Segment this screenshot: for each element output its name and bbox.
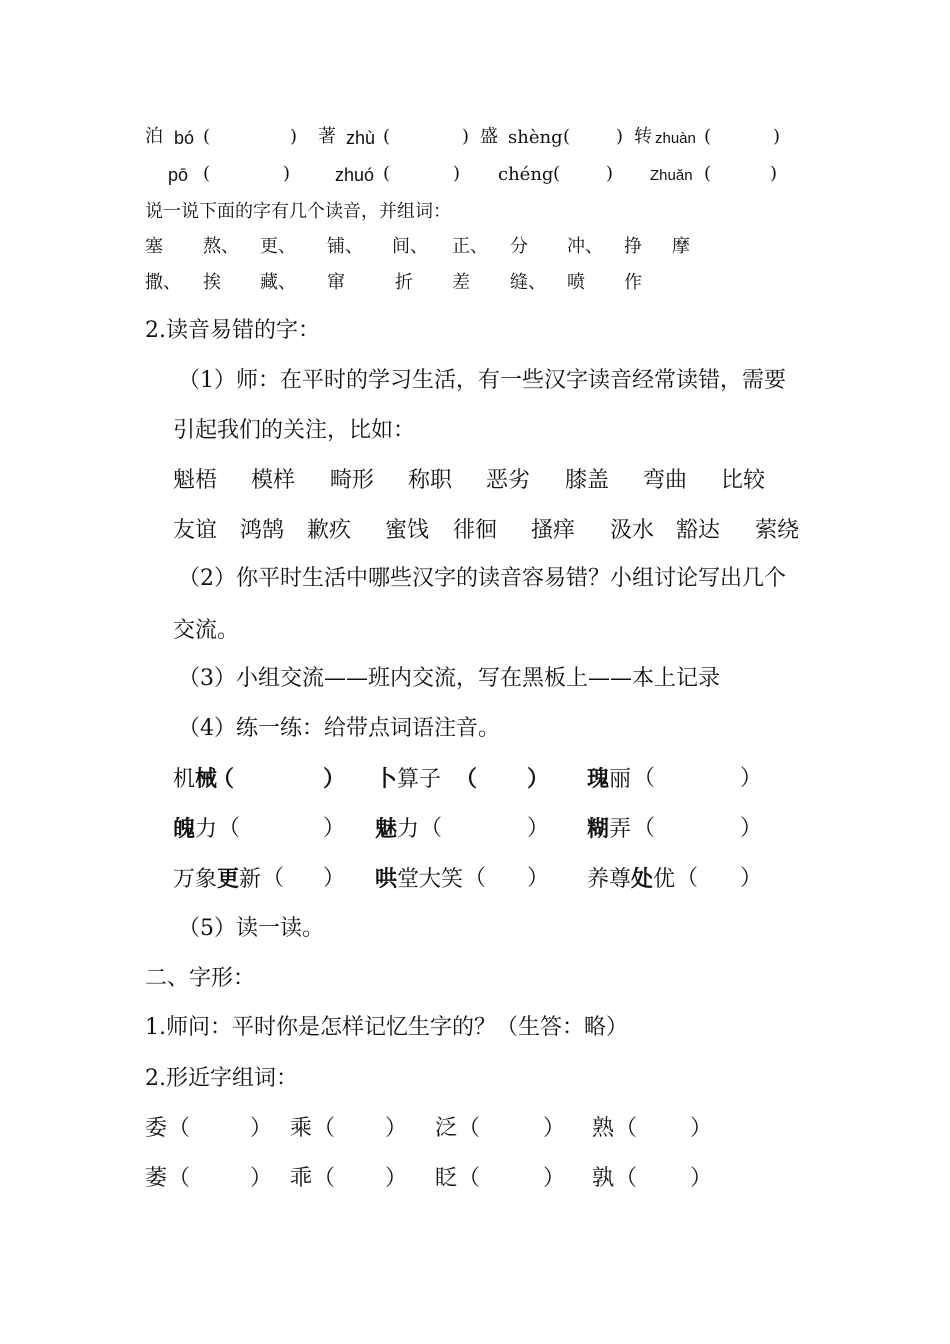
paren-close: ) xyxy=(290,126,298,147)
paren-open: ( xyxy=(203,163,211,184)
paren-open: （ xyxy=(676,866,699,891)
polyphone-char: 挨 xyxy=(203,272,221,293)
paren-close: ） xyxy=(323,816,346,841)
word: 蜜饯 xyxy=(385,518,430,543)
pinyin-row1-char-3: 盛 xyxy=(480,126,498,147)
paren-close: ） xyxy=(527,816,550,841)
word: 徘徊 xyxy=(453,518,498,543)
word: 歉疚 xyxy=(307,518,352,543)
paren-open: ( xyxy=(704,163,712,184)
pinyin-row1-char-4: 转 xyxy=(634,126,652,147)
polyphone-char: 缝、 xyxy=(510,272,546,293)
polyphone-prompt: 说一说下面的字有几个读音，并组词： xyxy=(145,201,451,222)
paren-close: ) xyxy=(606,163,614,184)
similar-char: 泛 xyxy=(435,1116,458,1141)
practice-word-3: 瑰丽 xyxy=(587,766,632,792)
item-2-line-2: 交流。 xyxy=(173,618,240,643)
pinyin-row2-pinyin-3: chéng xyxy=(498,164,554,185)
paren-open: （ xyxy=(168,1116,191,1141)
paren-open: （ xyxy=(455,766,478,792)
word: 魁梧 xyxy=(173,468,218,493)
paren-close: ） xyxy=(740,766,763,791)
item-2-line-1: （2）你平时生活中哪些汉字的读音容易错？小组讨论写出几个 xyxy=(178,566,786,591)
word: 膝盖 xyxy=(565,468,610,493)
paren-close: ） xyxy=(323,766,346,792)
paren-close: ) xyxy=(453,163,461,184)
item-3: （3）小组交流——班内交流，写在黑板上——本上记录 xyxy=(178,666,720,691)
paren-close: ） xyxy=(250,1116,273,1141)
polyphone-char: 藏、 xyxy=(260,272,296,293)
practice-word-7: 万象更新 xyxy=(173,866,262,892)
pinyin-row2-pinyin-1: pō xyxy=(168,165,189,185)
paren-close: ） xyxy=(385,1166,408,1191)
pinyin-row1-pinyin-3: shèng xyxy=(508,127,563,148)
practice-word-2: 卜算子 xyxy=(375,766,442,792)
similar-char: 孰 xyxy=(592,1166,615,1191)
paren-open: （ xyxy=(458,1166,481,1191)
part-2-question-1: 1.师问：平时你是怎样记忆生字的？（生答：略） xyxy=(145,1015,628,1040)
pinyin-row1-char-1: 泊 xyxy=(145,126,163,147)
paren-open: （ xyxy=(420,816,443,841)
item-4: （4）练一练：给带点词语注音。 xyxy=(178,716,500,741)
polyphone-char: 差 xyxy=(452,272,470,293)
paren-open: （ xyxy=(262,866,285,891)
pinyin-row2-pinyin-2: zhuó xyxy=(335,165,375,185)
paren-open: （ xyxy=(168,1166,191,1191)
paren-open: ( xyxy=(383,126,391,147)
polyphone-char: 分 xyxy=(510,236,528,257)
word: 称职 xyxy=(408,468,453,493)
polyphone-char: 撒、 xyxy=(145,272,181,293)
part-2-title: 二、字形： xyxy=(145,966,256,991)
paren-open: ( xyxy=(203,126,211,147)
pinyin-row1-char-2: 著 xyxy=(318,126,336,147)
word: 模样 xyxy=(251,468,296,493)
word: 友谊 xyxy=(173,518,218,543)
paren-open: （ xyxy=(615,1166,638,1191)
paren-open: （ xyxy=(464,866,487,891)
pinyin-row1-pinyin-1: bó xyxy=(174,128,195,148)
paren-open: （ xyxy=(615,1116,638,1141)
word: 比较 xyxy=(721,468,766,493)
similar-char: 眨 xyxy=(435,1166,458,1191)
practice-word-9: 养尊处优 xyxy=(587,866,676,892)
paren-close: ) xyxy=(462,126,470,147)
word: 汲水 xyxy=(610,518,655,543)
paren-close: ） xyxy=(527,766,550,792)
similar-char: 熟 xyxy=(592,1116,615,1141)
paren-close: ） xyxy=(690,1166,713,1191)
paren-close: ） xyxy=(690,1116,713,1141)
paren-close: ） xyxy=(543,1116,566,1141)
polyphone-char: 挣 xyxy=(624,236,642,257)
item-1-line-1: （1）师：在平时的学习生活，有一些汉字读音经常读错，需要 xyxy=(178,368,786,393)
practice-word-1: 机械 xyxy=(173,766,218,792)
word: 搔痒 xyxy=(531,518,576,543)
item-5: （5）读一读。 xyxy=(178,916,324,941)
paren-close: ） xyxy=(323,866,346,891)
polyphone-char: 铺、 xyxy=(327,236,363,257)
polyphone-char: 塞 xyxy=(145,236,163,257)
paren-open: （ xyxy=(218,816,241,841)
paren-close: ) xyxy=(283,163,291,184)
practice-word-5: 魅力 xyxy=(375,816,420,842)
similar-char: 委 xyxy=(145,1116,168,1141)
paren-open: （ xyxy=(633,766,656,791)
paren-open: （ xyxy=(313,1166,336,1191)
polyphone-char: 熬、 xyxy=(203,236,239,257)
paren-close: ） xyxy=(543,1166,566,1191)
pinyin-row2-pinyin-4: Zhuǎn xyxy=(650,167,693,184)
polyphone-char: 作 xyxy=(624,272,642,293)
word: 畸形 xyxy=(330,468,375,493)
similar-char: 乖 xyxy=(290,1166,313,1191)
polyphone-char: 喷 xyxy=(567,272,585,293)
paren-open: ( xyxy=(563,126,571,147)
paren-close: ） xyxy=(740,866,763,891)
paren-open: （ xyxy=(212,766,235,792)
polyphone-char: 间、 xyxy=(392,236,428,257)
paren-close: ） xyxy=(740,816,763,841)
pinyin-row1-pinyin-2: zhù xyxy=(346,128,376,148)
practice-word-4: 魄力 xyxy=(173,816,218,842)
paren-close: ） xyxy=(527,866,550,891)
polyphone-char: 折 xyxy=(395,272,413,293)
word: 萦绕 xyxy=(755,518,800,543)
paren-open: （ xyxy=(313,1116,336,1141)
paren-open: （ xyxy=(458,1116,481,1141)
polyphone-char: 摩 xyxy=(672,236,690,257)
part-2-question-2: 2.形近字组词： xyxy=(145,1066,298,1091)
word: 豁达 xyxy=(676,518,721,543)
word: 弯曲 xyxy=(643,468,688,493)
polyphone-char: 更、 xyxy=(260,236,296,257)
pinyin-row1-pinyin-4: zhuàn xyxy=(655,130,696,147)
paren-open: ( xyxy=(383,163,391,184)
polyphone-char: 冲、 xyxy=(567,236,603,257)
practice-word-6: 糊弄 xyxy=(587,816,632,842)
item-1-line-2: 引起我们的关注，比如： xyxy=(173,418,416,443)
paren-close: ） xyxy=(385,1116,408,1141)
paren-open: ( xyxy=(704,126,712,147)
similar-char: 乘 xyxy=(290,1116,313,1141)
similar-char: 萎 xyxy=(145,1166,168,1191)
paren-open: ( xyxy=(553,163,561,184)
paren-close: ) xyxy=(770,163,778,184)
paren-close: ) xyxy=(616,126,624,147)
paren-open: （ xyxy=(633,816,656,841)
polyphone-char: 正、 xyxy=(452,236,488,257)
paren-close: ) xyxy=(773,126,781,147)
word: 鸿鹄 xyxy=(240,518,285,543)
practice-word-8: 哄堂大笑 xyxy=(375,866,464,892)
section-2-title: 2.读音易错的字： xyxy=(145,318,320,343)
paren-close: ） xyxy=(250,1166,273,1191)
word: 恶劣 xyxy=(486,468,531,493)
polyphone-char: 窜 xyxy=(327,272,345,293)
